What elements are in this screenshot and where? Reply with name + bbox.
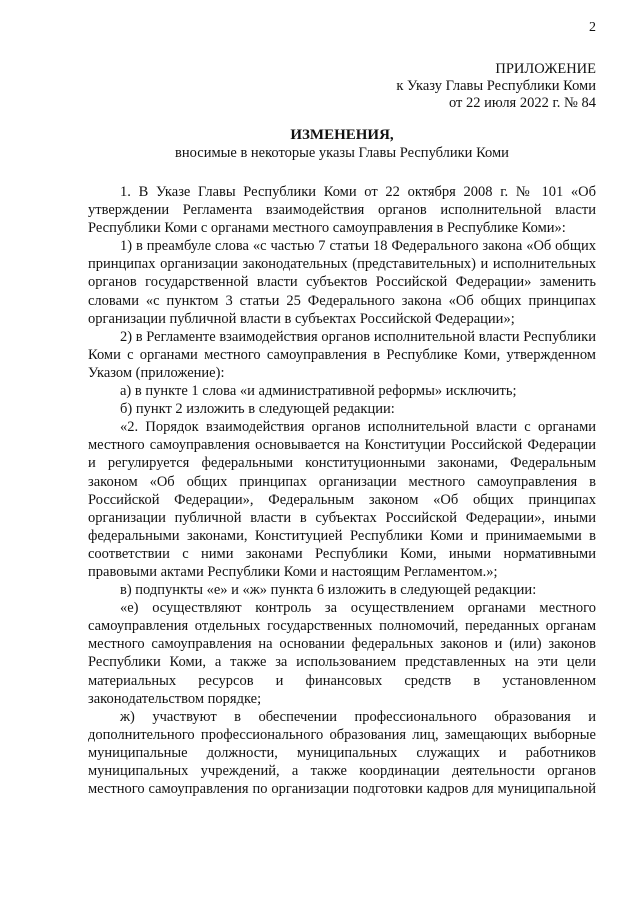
title-subtitle: вносимые в некоторые указы Главы Республики Коми bbox=[175, 145, 509, 161]
appendix-decree-reference: к Указу Главы Республики Коми bbox=[396, 78, 596, 94]
paragraph-8: «е) осуществляют контроль за осуществлением органами местного самоуправления отдельных государственных полномочий, переданных органам местного самоуправления на основании федеральных законов и (или) законов Республики Коми, а также за использованием представленных на эти цели материальных ресурсов и финансовых средств в установленном законодательством порядке; bbox=[88, 600, 596, 707]
paragraph-7: в) подпункты «е» и «ж» пункта 6 изложить в следующей редакции: bbox=[120, 582, 537, 599]
appendix-label: ПРИЛОЖЕНИЕ bbox=[495, 61, 596, 77]
paragraph-9: ж) участвуют в обеспечении профессионального образования и дополнительного профессионального образования лиц, замещающих выборные муниципальные должности, муниципальных служащих и работников муниципальных учреждений, а также координации деятельности органов местного самоуправления по организации подготовки кадров для муниципальной bbox=[88, 708, 596, 798]
appendix-header bbox=[396, 61, 596, 112]
paragraph-2: 1) в преамбуле слова «с частью 7 статьи 18 Федерального закона «Об общих принципах организации законодательных (представительных) и исполнительных органов государственной власти субъектов Российской Федерации» заменить словами «с пунктом 3 статьи 25 Федерального закона «Об общих принципах организации публичной власти в субъектах Российской Федерации»; bbox=[88, 238, 596, 327]
document-title bbox=[88, 126, 596, 162]
title-main: ИЗМЕНЕНИЯ, bbox=[290, 127, 394, 143]
paragraph-3: 2) в Регламенте взаимодействия органов исполнительной власти Республики Коми с органами местного самоуправления в Республике Коми, утвержденном Указом (приложение): bbox=[88, 328, 596, 381]
document-body bbox=[88, 183, 596, 798]
paragraph-1: 1. В Указе Главы Республики Коми от 22 октября 2008 г. № 101 «Об утверждении Регламента взаимодействия органов исполнительной власти Республики Коми с органами местного самоуправления в Республике Коми»: bbox=[88, 184, 596, 237]
paragraph-4: а) в пункте 1 слова «и административной реформы» исключить; bbox=[120, 383, 517, 400]
paragraph-5: б) пункт 2 изложить в следующей редакции: bbox=[120, 401, 395, 418]
appendix-decree-date: от 22 июля 2022 г. № 84 bbox=[448, 95, 596, 111]
page-number: 2 bbox=[589, 20, 596, 35]
paragraph-6: «2. Порядок взаимодействия органов исполнительной власти с органами местного самоуправления основывается на Конституции Российской Федерации и регулируется федеральными конституционными законами, Федеральным законом «Об общих принципах организации местного самоуправления в Российской Федерации», Федеральным законом «Об общих принципах организации публичной власти в субъектах Российской Федерации», иными федеральными законами, Конституцией Республики Коми и принимаемыми в соответствии с ними законами Республики Коми, иными нормативными правовыми актами Республики Коми и настоящим Регламентом.»; bbox=[88, 419, 596, 580]
